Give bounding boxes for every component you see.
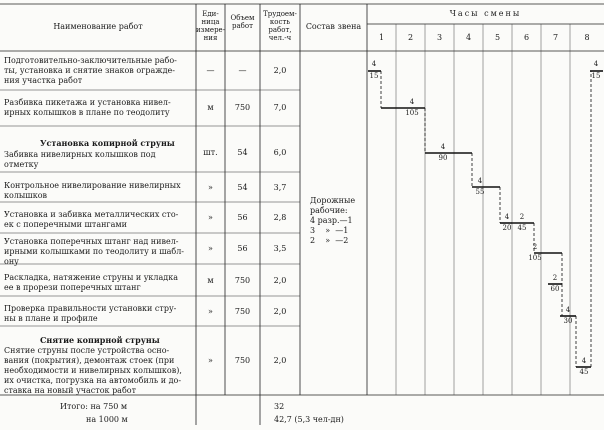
row-1-unit: —: [206, 66, 215, 75]
row-3-volume: 54: [237, 148, 248, 157]
gantt-4-top: 4: [440, 143, 446, 151]
total-1000-value: 42,7 (5,3 чел-дн): [274, 415, 344, 424]
row-2-volume: 750: [234, 103, 251, 112]
header-works: Наименование работ: [53, 22, 143, 31]
section-install-string: Установка копирной струны: [40, 138, 175, 148]
row-5-unit: »: [208, 213, 213, 222]
row-2-unit: м: [207, 103, 214, 112]
hour-3: 3: [436, 33, 443, 42]
gantt-8-top: 2: [532, 243, 538, 251]
row-7-labor: 2,0: [273, 276, 287, 285]
total-1000-label: на 1000 м: [86, 415, 128, 424]
crew-composition: Дорожные рабочие: 4 разр.—1 3 » —1 2 » —2: [310, 196, 356, 245]
header-volume: Объем работ: [230, 14, 255, 30]
row-9-unit: »: [208, 356, 213, 365]
row-1-work: Подготовительно-заключительные рабо- ты, установка и снятие знаков огражде- ния участка работ: [4, 56, 177, 85]
row-3-work: Забивка нивелирных колышков под отметку: [4, 150, 156, 169]
row-5-volume: 56: [237, 213, 248, 222]
row-7-volume: 750: [234, 276, 251, 285]
hour-2: 2: [407, 33, 414, 42]
row-1-volume: —: [238, 66, 247, 75]
row-9-labor: 2,0: [273, 356, 287, 365]
row-8-unit: »: [208, 307, 213, 316]
hour-5: 5: [494, 33, 501, 42]
row-8-labor: 2,0: [273, 307, 287, 316]
row-4-unit: »: [208, 183, 213, 192]
hour-6: 6: [523, 33, 530, 42]
gantt-3-bottom: 105: [405, 109, 419, 117]
gantt-10-bottom: 30: [563, 317, 573, 325]
hour-4: 4: [465, 33, 472, 42]
row-9-work: Снятие струны после устройства осно- вания (покрытия), демонтаж стоек (при необходимости и нивелирных колышков), их очистка, погрузка на автомобиль и до- ставка на новый участок работ: [4, 346, 182, 395]
row-4-volume: 54: [237, 183, 248, 192]
row-6-volume: 56: [237, 244, 248, 253]
gantt-5-bottom: 55: [475, 188, 485, 196]
total-750-value: 32: [274, 402, 285, 411]
row-4-work: Контрольное нивелирование нивелирных колышков: [4, 181, 181, 200]
row-4-labor: 3,7: [273, 183, 287, 192]
row-2-work: Разбивка пикетажа и установка нивел- ирных колышков в плане по теодолиту: [4, 98, 171, 117]
gantt-6-top: 4: [504, 213, 510, 221]
gantt-9-bottom: 60: [550, 285, 560, 293]
row-8-volume: 750: [234, 307, 251, 316]
gantt-6-bottom: 20: [502, 224, 512, 232]
gantt-8-bottom: 105: [528, 254, 542, 262]
gantt-4-bottom: 90: [438, 154, 448, 162]
row-5-work: Установка и забивка металлических сто- ек с поперечными штангами: [4, 210, 179, 229]
section-remove-string: Снятие копирной струны: [40, 335, 160, 345]
hour-7: 7: [552, 33, 559, 42]
gantt-10-top: 4: [565, 306, 571, 314]
gantt-1-top: 4: [371, 60, 377, 68]
row-7-unit: м: [207, 276, 214, 285]
row-3-labor: 6,0: [273, 148, 287, 157]
total-750-label: Итого: на 750 м: [60, 402, 128, 411]
gantt-2-top: 4: [593, 60, 599, 68]
gantt-7-bottom: 45: [517, 224, 527, 232]
header-crew: Состав звена: [305, 22, 362, 31]
gantt-2-bottom: 15: [591, 72, 601, 80]
gantt-3-top: 4: [409, 98, 415, 106]
row-5-labor: 2,8: [273, 213, 287, 222]
gantt-11-bottom: 45: [579, 368, 589, 376]
header-unit: Еди- ница измере- ния: [196, 10, 226, 42]
gantt-9-top: 2: [552, 274, 558, 282]
header-labor: Трудоем- кость работ, чел.-ч: [263, 10, 297, 42]
row-6-unit: »: [208, 244, 213, 253]
row-3-unit: шт.: [203, 148, 218, 157]
gantt-1-bottom: 15: [369, 72, 379, 80]
row-6-work: Установка поперечных штанг над нивел- ирными колышками по теодолиту и шабл- ону: [4, 237, 185, 266]
row-2-labor: 7,0: [273, 103, 287, 112]
header-hours: Часы смены: [449, 9, 522, 18]
row-9-volume: 750: [234, 356, 251, 365]
row-8-work: Проверка правильности установки стру- ны в плане и профиле: [4, 304, 177, 323]
row-1-labor: 2,0: [273, 66, 287, 75]
hour-8: 8: [584, 33, 590, 42]
hour-1: 1: [378, 33, 385, 42]
row-7-work: Раскладка, натяжение струны и укладка ее в прорези поперечных штанг: [4, 273, 178, 292]
gantt-5-top: 4: [477, 177, 483, 185]
row-6-labor: 3,5: [273, 244, 287, 253]
gantt-11-top: 4: [581, 357, 587, 365]
gantt-7-top: 2: [519, 213, 525, 221]
